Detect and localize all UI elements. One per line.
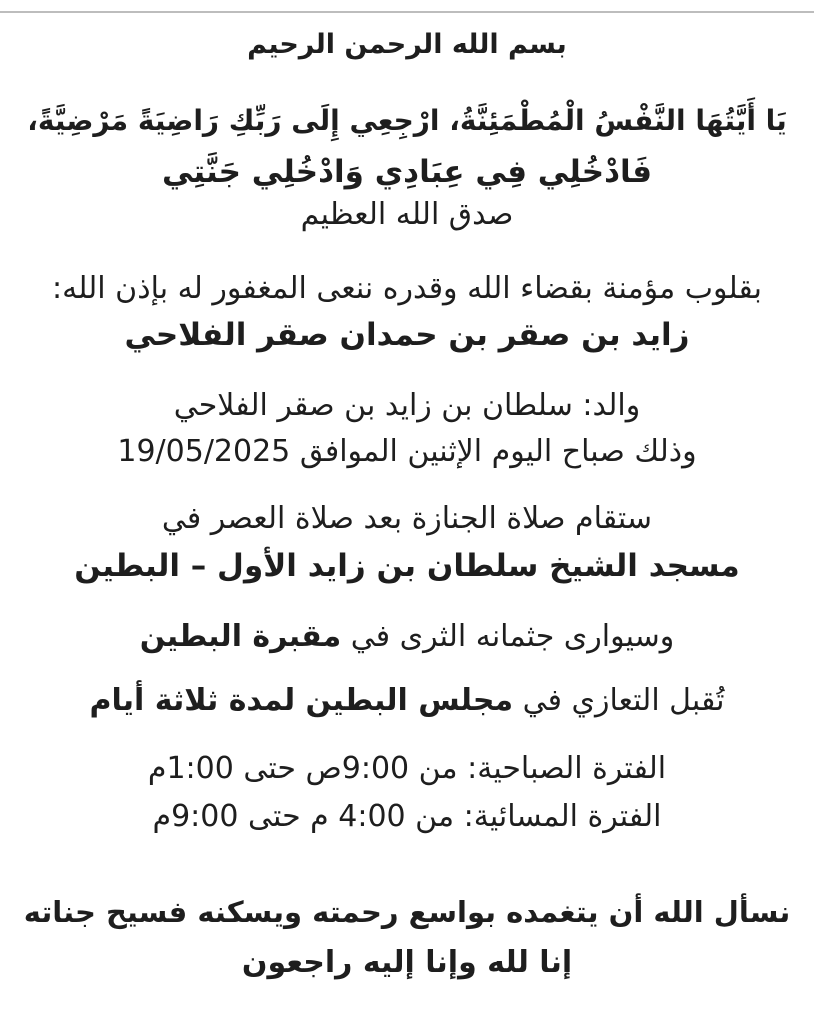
cemetery-name: مقبرة البطين: [139, 619, 342, 654]
evening-label: الفترة المسائية:: [463, 799, 662, 834]
morning-hours: [20, 750, 794, 788]
top-divider: [0, 11, 814, 13]
father-of-line: والد: سلطان بن زايد بن صقر الفلاحي: [173, 388, 641, 423]
verse-line-1: يَا أَيَّتُهَا النَّفْسُ الْمُطْمَئِنَّةُ، ارْجِعِي إِلَى رَبِّكِ رَاضِيَةً مَرْضِيَّةً،: [27, 104, 787, 137]
intro-line: بقلوب مؤمنة بقضاء الله وقدره ننعى المغفور له بإذن الله:: [52, 271, 762, 306]
date-line: [20, 433, 794, 471]
mosque-name: مسجد الشيخ سلطان بن زايد الأول – البطين: [74, 548, 740, 584]
closing-prayer: نسأل الله أن يتغمده بواسع رحمته ويسكنه فسيح جناته: [23, 895, 791, 929]
sadaq-line: صدق الله العظيم: [300, 197, 514, 232]
morning-label: الفترة الصباحية:: [467, 751, 667, 786]
date-prefix: وذلك صباح اليوم الإثنين الموافق: [299, 434, 697, 469]
date-value: 19/05/2025: [117, 434, 291, 469]
deceased-name: زايد بن صقر بن حمدان صقر الفلاحي: [124, 317, 690, 353]
basmala: بسم الله الرحمن الرحيم: [247, 29, 567, 60]
morning-time: من 9:00ص حتى 1:00م: [147, 751, 458, 786]
verse-line-2: فَادْخُلِي فِي عِبَادِي وَادْخُلِي جَنَّتِي: [161, 154, 652, 190]
burial-prefix: وسيوارى جثمانه الثرى في: [350, 619, 675, 654]
burial-line: [20, 618, 794, 656]
evening-hours: [20, 798, 794, 836]
inna-lillah-line: إنا لله وإنا إليه راجعون: [241, 945, 573, 980]
condolence-prefix: تُقبل التعازي في: [522, 683, 725, 718]
prayer-line: ستقام صلاة الجنازة بعد صلاة العصر في: [161, 501, 653, 536]
condolence-line: [20, 682, 794, 720]
condolence-place: مجلس البطين لمدة ثلاثة أيام: [89, 683, 514, 718]
evening-time: من 4:00 م حتى 9:00م: [152, 799, 455, 834]
